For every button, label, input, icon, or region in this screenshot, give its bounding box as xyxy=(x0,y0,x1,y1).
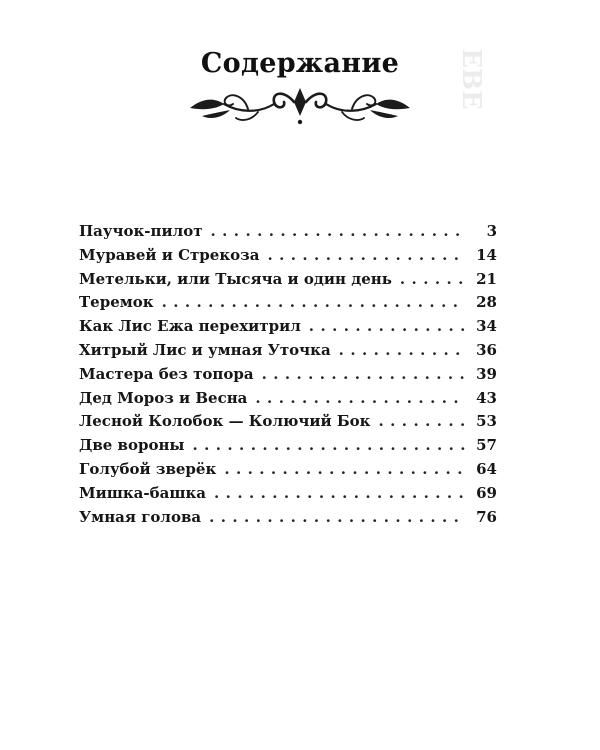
toc-entry-title: Дед Мороз и Весна xyxy=(79,388,248,407)
toc-entry[interactable] xyxy=(79,222,497,246)
toc-entry-title: Мишка-башка xyxy=(79,483,207,502)
toc-entry[interactable] xyxy=(79,293,497,317)
dot-leader xyxy=(267,246,465,264)
dot-leader xyxy=(400,270,465,288)
toc-entry-title: Голубой зверёк xyxy=(79,459,217,478)
toc-entry-title: Лесной Колобок — Колючий Бок xyxy=(79,412,371,431)
toc-entry[interactable] xyxy=(79,436,497,460)
toc-entry[interactable] xyxy=(79,484,497,508)
toc-page-number: 21 xyxy=(476,269,497,288)
dot-leader xyxy=(162,293,465,311)
toc-entry-title: Как Лис Ежа перехитрил xyxy=(79,317,301,336)
dot-leader xyxy=(192,436,465,454)
toc-page-number: 3 xyxy=(486,222,497,240)
toc-entry[interactable] xyxy=(79,508,497,532)
toc-entry[interactable] xyxy=(79,389,497,413)
dot-leader xyxy=(209,508,465,526)
dot-leader xyxy=(214,484,465,502)
toc-page-number: 57 xyxy=(476,436,497,455)
toc-page-number: 14 xyxy=(476,245,497,264)
toc-page-number: 34 xyxy=(476,317,497,336)
toc-page-number: 39 xyxy=(476,364,497,383)
table-of-contents xyxy=(79,222,497,531)
toc-page-number: 28 xyxy=(476,293,497,312)
toc-entry-title: Умная голова xyxy=(79,507,202,526)
dot-leader xyxy=(379,412,465,430)
toc-entry-title: Метельки, или Тысяча и один день xyxy=(79,269,392,288)
dot-leader xyxy=(262,365,465,383)
toc-entry[interactable] xyxy=(79,341,497,365)
toc-page-number: 53 xyxy=(476,412,497,431)
toc-entry[interactable] xyxy=(79,270,497,294)
toc-page-number: 64 xyxy=(476,459,497,478)
toc-entry-title: Две вороны xyxy=(79,436,185,455)
toc-entry[interactable] xyxy=(79,460,497,484)
toc-page-number: 69 xyxy=(476,483,497,502)
toc-entry-title: Мастера без топора xyxy=(79,364,254,383)
dot-leader xyxy=(224,460,465,478)
dot-leader xyxy=(309,317,465,335)
dot-leader xyxy=(339,341,465,359)
toc-page-number: 36 xyxy=(476,340,497,359)
toc-entry-title: Теремок xyxy=(79,293,154,312)
toc-entry[interactable] xyxy=(79,317,497,341)
toc-entry[interactable] xyxy=(79,412,497,436)
decorative-flourish-icon xyxy=(186,82,414,126)
toc-entry-title: Паучок-пилот xyxy=(79,222,203,240)
dot-leader xyxy=(211,222,465,240)
toc-entry[interactable] xyxy=(79,365,497,389)
toc-page-number: 76 xyxy=(476,507,497,526)
dot-leader xyxy=(255,389,465,407)
page-title: Содержание xyxy=(200,48,400,80)
toc-entry-title: Хитрый Лис и умная Уточка xyxy=(79,340,331,359)
toc-page-number: 43 xyxy=(476,388,497,407)
toc-entry-title: Муравей и Стрекоза xyxy=(79,245,260,264)
bleed-through-text: ЕВЕ xyxy=(455,48,486,110)
toc-entry[interactable] xyxy=(79,246,497,270)
